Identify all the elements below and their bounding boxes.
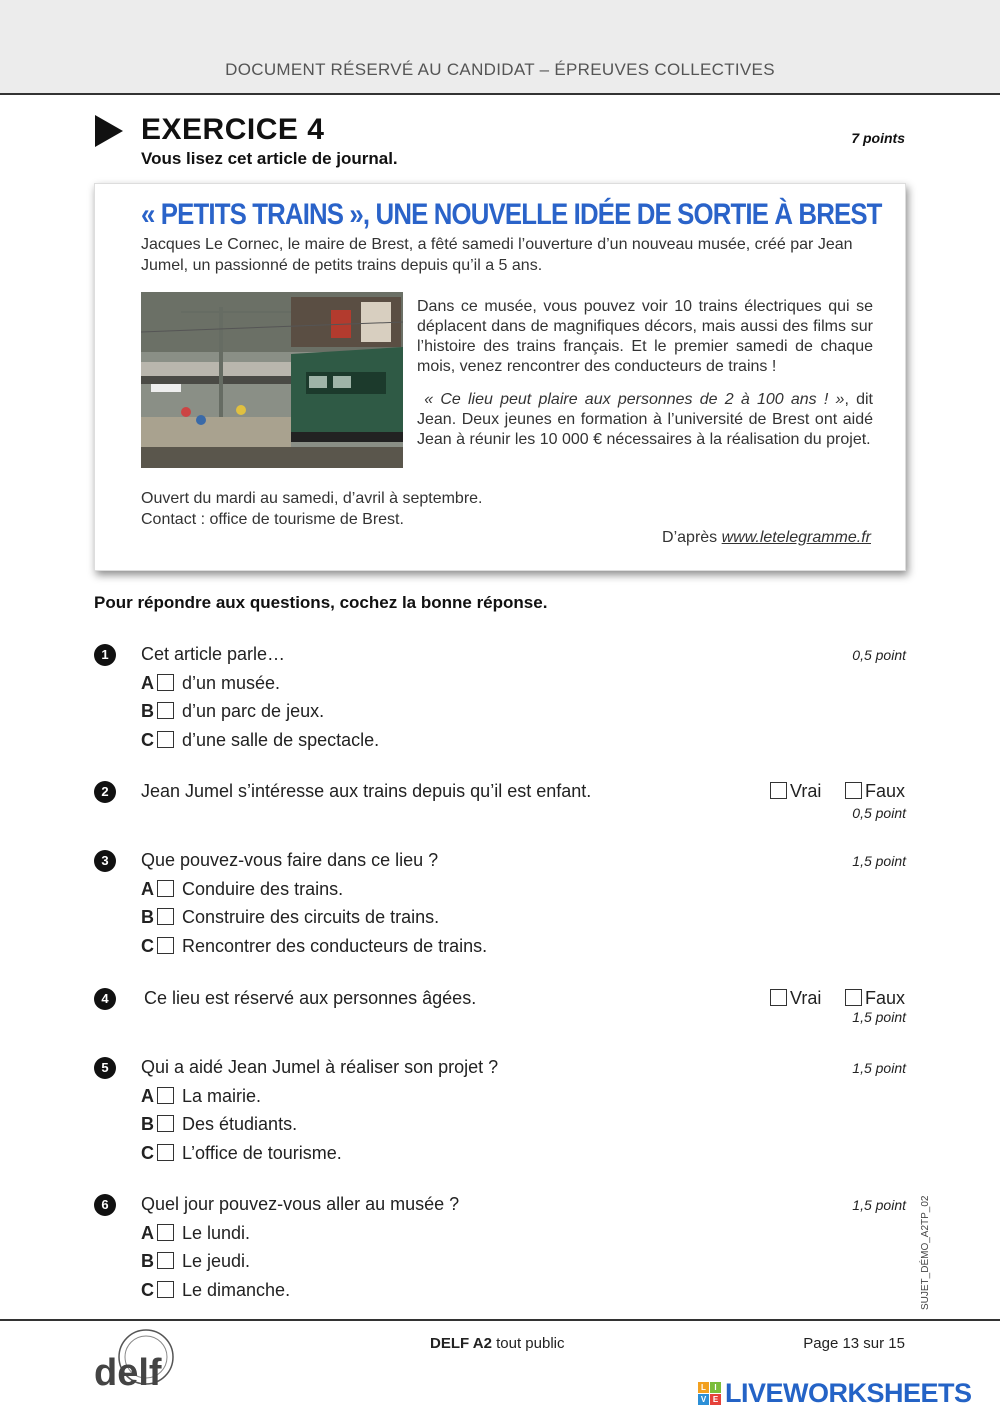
false-label: Faux [865, 988, 906, 1008]
false-option [845, 781, 905, 802]
document-code: SUJET_DÉMO_A2TP_02 [920, 1195, 931, 1310]
lw-grid-cell: V [698, 1394, 709, 1405]
lw-grid-cell: E [710, 1394, 721, 1405]
option-letter: A [141, 1223, 154, 1243]
question-number: 6 [94, 1194, 116, 1216]
checkbox[interactable] [157, 702, 174, 719]
option-b [141, 907, 439, 928]
option-letter: A [141, 1086, 154, 1106]
opening-hours: Ouvert du mardi au samedi, d’avril à septembre. [141, 490, 483, 507]
article-hours [141, 488, 482, 530]
true-checkbox[interactable] [770, 989, 787, 1006]
option-text: Conduire des trains. [182, 879, 344, 899]
option-text: Construire des circuits de trains. [182, 907, 440, 927]
instructions: Pour répondre aux questions, cochez la bonne réponse. [94, 593, 548, 612]
checkbox[interactable] [157, 1115, 174, 1132]
play-arrow-icon [95, 115, 123, 147]
exercise-points: 7 points [851, 130, 905, 146]
option-a [141, 673, 280, 694]
footer-divider [0, 1319, 1000, 1321]
checkbox[interactable] [157, 937, 174, 954]
question-text: Ce lieu est réservé aux personnes âgées. [144, 988, 477, 1008]
question-text: Cet article parle… [141, 644, 286, 664]
option-b [141, 701, 324, 722]
exercise-subtitle: Vous lisez cet article de journal. [141, 149, 398, 168]
option-a [141, 1086, 261, 1107]
option-letter: C [141, 1143, 154, 1163]
option-text: Le lundi. [182, 1223, 251, 1243]
checkbox[interactable] [157, 1087, 174, 1104]
option-c [141, 730, 379, 751]
checkbox[interactable] [157, 880, 174, 897]
option-c [141, 1143, 342, 1164]
option-text: Des étudiants. [182, 1114, 298, 1134]
option-text: d’une salle de spectacle. [182, 730, 380, 750]
source-link[interactable]: www.letelegramme.fr [721, 529, 871, 546]
exam-level: DELF A2 [430, 1335, 492, 1352]
page-header [0, 0, 1000, 95]
header-text: DOCUMENT RÉSERVÉ AU CANDIDAT – ÉPREUVES COLLECTIVES [225, 60, 775, 79]
option-letter: B [141, 1114, 154, 1134]
article-box [94, 183, 906, 571]
false-checkbox[interactable] [845, 782, 862, 799]
delf-logo-text: delf [94, 1352, 162, 1394]
option-letter: B [141, 701, 154, 721]
liveworksheets-logo[interactable] [698, 1377, 972, 1409]
question-points: 0,5 point [852, 805, 906, 821]
option-text: L’office de tourisme. [182, 1143, 342, 1163]
article-title: « PETITS TRAINS », UNE NOUVELLE IDÉE DE SORTIE À BREST [141, 198, 882, 231]
option-c [141, 1280, 290, 1301]
option-c [141, 936, 487, 957]
option-text: Le jeudi. [182, 1251, 251, 1271]
question-number: 3 [94, 850, 116, 872]
checkbox[interactable] [157, 674, 174, 691]
exercise-title: EXERCICE 4 [141, 113, 325, 146]
option-text: d’un musée. [182, 673, 281, 693]
delf-logo [94, 1327, 184, 1397]
model-train-photo [141, 292, 403, 468]
true-label: Vrai [790, 988, 822, 1008]
page-number: Page 13 sur 15 [803, 1335, 905, 1352]
option-letter: B [141, 907, 154, 927]
article-paragraph-2 [417, 390, 873, 450]
option-text: d’un parc de jeux. [182, 701, 325, 721]
liveworksheets-icon [698, 1382, 721, 1405]
option-letter: C [141, 936, 154, 956]
question-text: Quel jour pouvez-vous aller au musée ? [141, 1194, 460, 1214]
liveworksheets-text: LIVEWORKSHEETS [725, 1377, 972, 1408]
article-source [662, 529, 871, 547]
checkbox[interactable] [157, 1144, 174, 1161]
option-a [141, 879, 343, 900]
option-text: Rencontrer des conducteurs de trains. [182, 936, 488, 956]
question-number: 2 [94, 781, 116, 803]
exam-name [430, 1335, 565, 1352]
option-letter: B [141, 1251, 154, 1271]
question-points: 1,5 point [852, 853, 906, 869]
option-a [141, 1223, 250, 1244]
lw-grid-cell: I [710, 1382, 721, 1393]
option-text: La mairie. [182, 1086, 262, 1106]
question-points: 0,5 point [852, 647, 906, 663]
true-checkbox[interactable] [770, 782, 787, 799]
question-number: 1 [94, 644, 116, 666]
option-letter: A [141, 673, 154, 693]
article-quote: « Ce lieu peut plaire aux personnes de 2 à 100 ans ! » [424, 391, 845, 408]
question-points: 1,5 point [852, 1009, 906, 1025]
lw-grid-cell: L [698, 1382, 709, 1393]
contact-info: Contact : office de tourisme de Brest. [141, 511, 404, 528]
checkbox[interactable] [157, 731, 174, 748]
option-letter: C [141, 1280, 154, 1300]
article-paragraph-2-text: , dit Jean. Deux jeunes en formation à l’université de Brest ont aidé Jean à réunir les 10 000 € nécessaires à la réalisation du projet. [417, 391, 873, 448]
checkbox[interactable] [157, 1224, 174, 1241]
checkbox[interactable] [157, 1252, 174, 1269]
question-number: 5 [94, 1057, 116, 1079]
exam-audience: tout public [491, 1335, 565, 1352]
false-label: Faux [865, 781, 906, 801]
true-label: Vrai [790, 781, 822, 801]
option-letter: C [141, 730, 154, 750]
checkbox[interactable] [157, 1281, 174, 1298]
true-option [770, 781, 821, 802]
false-checkbox[interactable] [845, 989, 862, 1006]
false-option [845, 988, 905, 1009]
option-b [141, 1114, 297, 1135]
question-text: Qui a aidé Jean Jumel à réaliser son projet ? [141, 1057, 499, 1077]
question-points: 1,5 point [852, 1197, 906, 1213]
option-letter: A [141, 879, 154, 899]
article-paragraph-1: Dans ce musée, vous pouvez voir 10 trains électriques qui se déplacent dans de magnifiques décors, mais aussi des films sur l’histoire des trains français. Et le premier samedi de chaque mois, venez rencontrer des conducteurs de trains ! [417, 298, 873, 375]
source-prefix: D’après [662, 529, 722, 546]
question-number: 4 [94, 988, 116, 1010]
option-text: Le dimanche. [182, 1280, 291, 1300]
true-option [770, 988, 821, 1009]
question-points: 1,5 point [852, 1060, 906, 1076]
checkbox[interactable] [157, 908, 174, 925]
option-b [141, 1251, 250, 1272]
question-text: Que pouvez-vous faire dans ce lieu ? [141, 850, 439, 870]
article-intro: Jacques Le Cornec, le maire de Brest, a fêté samedi l’ouverture d’un nouveau musée, créé par Jean Jumel, un passionné de petits trains depuis qu’il a 5 ans. [141, 236, 853, 274]
question-text: Jean Jumel s’intéresse aux trains depuis qu’il est enfant. [141, 781, 592, 801]
